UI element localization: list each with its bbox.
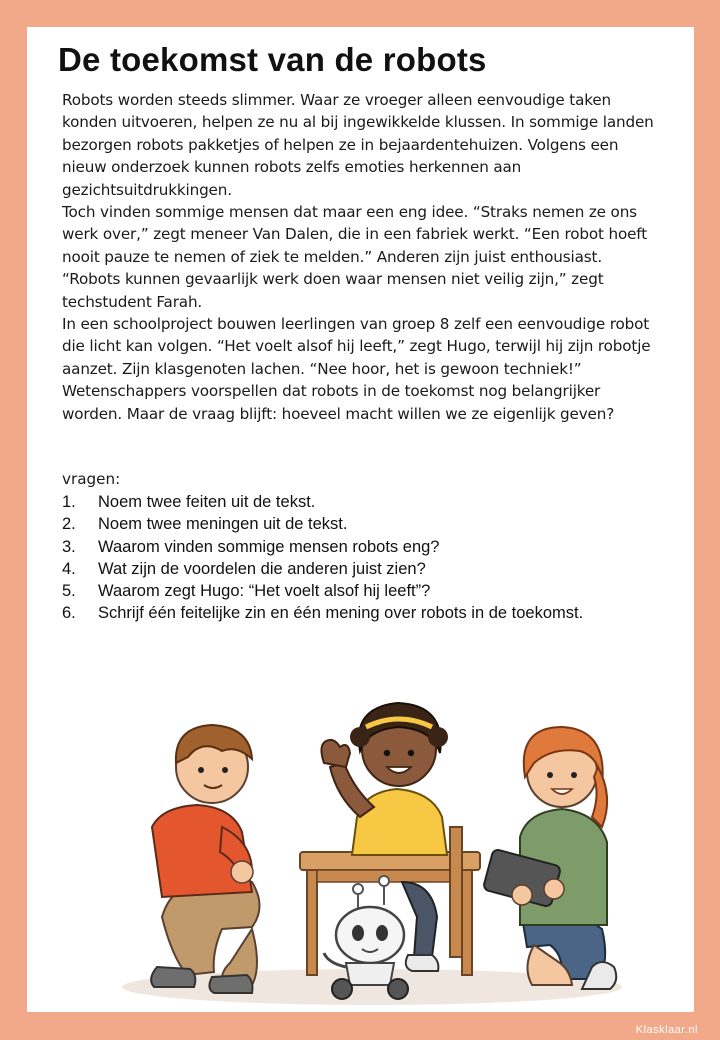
- question-text: Schrijf één feitelijke zin en één mening over robots in de toekomst.: [98, 604, 584, 623]
- footer-brand: Klasklaar.nl: [635, 1024, 698, 1036]
- question-number: 5.: [62, 582, 76, 601]
- children-robot-illustration: [102, 667, 642, 1012]
- questions-heading: vragen:: [62, 470, 121, 488]
- boy-figure: [151, 725, 259, 993]
- question-text: Waarom zegt Hugo: “Het voelt alsof hij leeft”?: [98, 582, 431, 601]
- question-number: 3.: [62, 537, 76, 556]
- story-paragraph: Toch vinden sommige mensen dat maar een eng idee. “Straks nemen ze ons werk over,” zegt meneer Van Dalen, die in een fabriek werkt. “Een robot hoeft nooit pauze te nemen of ziek te melden.” Anderen zijn juist enthousiast. “Robots kunnen gevaarlijk werk doen waar mensen niet veilig zijn,” zegt techstudent Farah.: [62, 203, 648, 311]
- robot-figure: [324, 876, 408, 999]
- questions-list: [62, 491, 682, 625]
- girl-right-figure: [483, 727, 616, 989]
- story-text: [62, 89, 662, 425]
- question-text: Noem twee meningen uit de tekst.: [98, 515, 348, 534]
- question-number: 2.: [62, 515, 76, 534]
- question-item: [62, 536, 682, 558]
- question-text: Waarom vinden sommige mensen robots eng?: [98, 537, 440, 556]
- question-item: [62, 580, 682, 602]
- story-paragraph: Wetenschappers voorspellen dat robots in de toekomst nog belangrijker worden. Maar de vraag blijft: hoeveel macht willen we ze eigenlijk geven?: [62, 382, 615, 423]
- question-number: 1.: [62, 493, 76, 511]
- story-paragraph: In een schoolproject bouwen leerlingen van groep 8 zelf een eenvoudige robot die licht kan volgen. “Het voelt alsof hij leeft,” zegt Hugo, terwijl hij zijn robotje aanzet. Zijn klasgenoten lachen. “Nee hoor, het is gewoon techniek!”: [62, 315, 651, 378]
- question-text: Wat zijn de voordelen die anderen juist zien?: [98, 559, 426, 578]
- worksheet: [27, 27, 694, 1012]
- question-item: [62, 602, 682, 624]
- question-item: [62, 491, 682, 513]
- question-number: 4.: [62, 559, 76, 578]
- story-paragraph: Robots worden steeds slimmer. Waar ze vroeger alleen eenvoudige taken konden uitvoeren, helpen ze nu al bij ingewikkelde klussen. In sommige landen bezorgen robots pakketjes of helpen ze in bejaardentehuizen. Volgens een nieuw onderzoek kunnen robots zelfs emoties herkennen aan gezichtsuitdrukkingen.: [62, 91, 654, 199]
- question-text: Noem twee feiten uit de tekst.: [98, 493, 316, 511]
- question-item: [62, 558, 682, 580]
- question-item: [62, 513, 682, 535]
- page-title: De toekomst van de robots: [58, 41, 487, 78]
- question-number: 6.: [62, 604, 76, 623]
